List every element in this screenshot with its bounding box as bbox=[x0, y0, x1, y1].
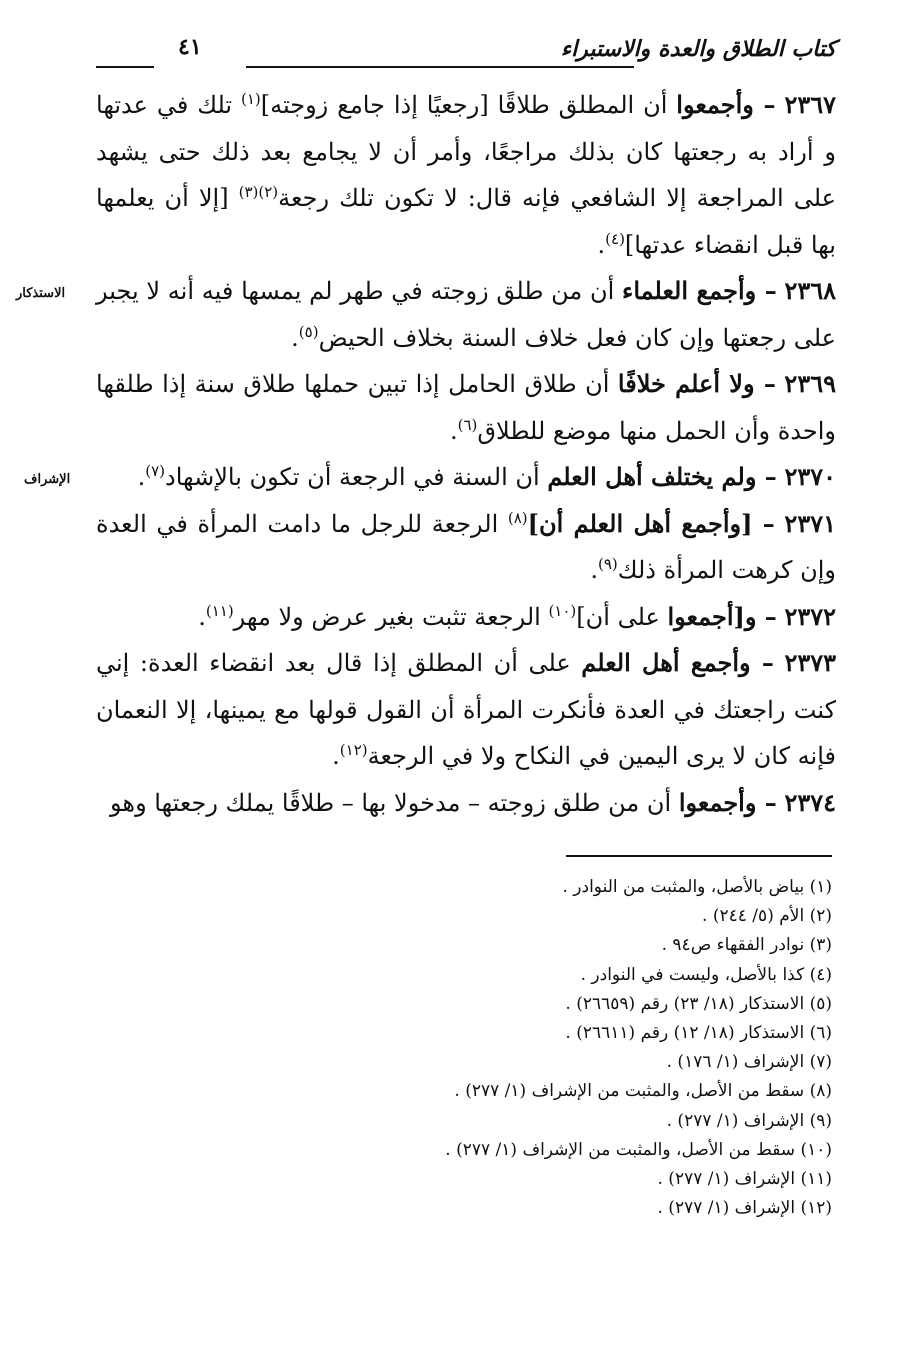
entry-lead: [وأجمع أهل العلم أن] bbox=[527, 508, 753, 538]
entry-number: ٢٣٧١ bbox=[784, 508, 836, 538]
header-rule-middle bbox=[246, 66, 634, 68]
footnote-item: (١١) الإشراف (١/ ٢٧٧) . bbox=[657, 1169, 832, 1190]
footnote-ref[interactable]: (١) bbox=[241, 90, 261, 108]
entry-text: على أن] bbox=[576, 602, 668, 631]
footnote-item: (٩) الإشراف (١/ ٢٧٧) . bbox=[666, 1110, 832, 1131]
margin-source-istidhkar: الاستذكار bbox=[16, 286, 66, 301]
entry-2370: ٢٣٧٠ – ولم يختلف أهل العلم أن السنة في الرجعة أن تكون بالإشهاد$^{(٧)}$. bbox=[137, 462, 836, 491]
footnote-item: (١٠) سقط من الأصل، والمثبت من الإشراف (١/ ٢٧٧) . bbox=[445, 1139, 832, 1160]
footnotes bbox=[300, 873, 832, 1223]
footnote-ref[interactable]: (١١) bbox=[205, 601, 234, 620]
margin-source-ishraf: الإشراف bbox=[24, 472, 71, 487]
entry-number: ٢٣٧٢ bbox=[784, 601, 836, 631]
entry-2371: ٢٣٧١ – [وأجمع أهل العلم أن]$^{(٨)}$ الرجعة للرجل ما دامت المرأة في العدة وإن كرهت المرأة ذلك$^{(٩)}$. bbox=[96, 508, 836, 584]
entry-lead: ولم يختلف أهل العلم bbox=[547, 462, 757, 491]
entry-2368: ٢٣٦٨ – وأجمع العلماء أن من طلق زوجته في طهر لم يمسها فيه أنه لا يجبر على رجعتها وإن كان فعل خلاف السنة بخلاف الحيض$^{(٥)}$. bbox=[96, 276, 836, 352]
footnote-ref[interactable]: (٧) bbox=[145, 462, 166, 480]
footnote-ref[interactable]: (٨) bbox=[507, 508, 528, 527]
entry-2373: ٢٣٧٣ – وأجمع أهل العلم على أن المطلق إذا قال بعد انقضاء العدة: إني كنت راجعتك في العدة فأنكرت المرأة أن القول قولها مع يمينها، إلا النعمان فإنه كان لا يرى اليمين في النكاح ولا في الرجعة$^{(١٢)}$. bbox=[96, 648, 836, 770]
entry-number: ٢٣٧٣ bbox=[784, 648, 836, 677]
footnote-item: (٦) الاستذكار (١٨/ ١٢) رقم (٢٦٦١١) . bbox=[565, 1023, 832, 1044]
entry-number: ٢٣٦٧ bbox=[784, 90, 836, 119]
entry-lead: وأجمع العلماء bbox=[622, 276, 757, 305]
entry-text: الرجعة للرجل ما دامت المرأة في العدة وإن كرهت المرأة ذلك bbox=[96, 509, 836, 584]
footnote-item: (٥) الاستذكار (١٨/ ٢٣) رقم (٢٦٦٥٩) . bbox=[565, 993, 832, 1014]
entry-2374: ٢٣٧٤ – وأجمعوا أن من طلق زوجته – مدخولا بها – طلاقًا يملك رجعتها وهو bbox=[110, 787, 836, 817]
book-title: كتاب الطلاق والعدة والاستبراء bbox=[560, 36, 836, 62]
entry-lead: ولا أعلم خلافًا bbox=[617, 369, 755, 398]
footnote-item: (٣) نوادر الفقهاء ص٩٤ . bbox=[661, 935, 832, 956]
footnote-ref[interactable]: (٤) bbox=[605, 229, 625, 248]
footnote-item: (٢) الأم (٥/ ٢٤٤) . bbox=[702, 906, 832, 927]
footnote-item: (٤) كذا بالأصل، وليست في النوادر . bbox=[580, 964, 832, 985]
entry-text: تلك في عدتها و أراد به رجعتها كان بذلك مراجعًا، وأمر أن لا يجامع بعد ذلك حتى يشهد على المراجعة إلا الشافعي فإنه قال: لا تكون تلك رجعة bbox=[96, 91, 836, 212]
entry-2369: ٢٣٦٩ – ولا أعلم خلافًا أن طلاق الحامل إذا تبين حملها طلاق سنة إذا طلقها واحدة وأن الحمل منها موضع للطلاق$^{(٦)}$. bbox=[96, 369, 836, 445]
entry-text: أن طلاق الحامل إذا تبين حملها طلاق سنة إذا طلقها واحدة وأن الحمل منها موضع للطلاق bbox=[96, 370, 836, 445]
entry-number: ٢٣٦٩ bbox=[784, 369, 836, 398]
main-text bbox=[96, 82, 836, 826]
entry-2367: ٢٣٦٧ – وأجمعوا أن المطلق طلاقًا [رجعيًا إذا جامع زوجته]$^{(١)}$ تلك في عدتها و أراد به رجعتها كان بذلك مراجعًا، وأمر أن لا يجامع بعد ذلك حتى يشهد على المراجعة إلا الشافعي فإنه قال: لا تكون تلك رجعة$^{(٢)(٣)}$ [إلا أن يعلمها بها قبل انقضاء عدتها]$^{(٤)}$. bbox=[96, 90, 836, 259]
page-number: ٤١ bbox=[178, 34, 202, 60]
entry-text: [إلا أن يعلمها بها قبل انقضاء عدتها] bbox=[96, 184, 836, 259]
entry-text: أن السنة في الرجعة أن تكون بالإشهاد bbox=[165, 463, 540, 491]
header-rule-left bbox=[96, 66, 154, 68]
footnote-item: (٨) سقط من الأصل، والمثبت من الإشراف (١/ ٢٧٧) . bbox=[454, 1081, 832, 1102]
footnote-ref[interactable]: (٦) bbox=[457, 415, 478, 434]
entry-lead: وأجمعوا bbox=[678, 787, 757, 817]
footnote-item: (١٢) الإشراف (١/ ٢٧٧) . bbox=[657, 1198, 832, 1219]
footnote-ref[interactable]: (٩) bbox=[597, 555, 618, 573]
entry-number: ٢٣٦٨ bbox=[784, 276, 836, 305]
footnote-ref[interactable]: (١٠) bbox=[548, 601, 577, 620]
footnote-item: (٧) الإشراف (١/ ١٧٦) . bbox=[666, 1052, 832, 1073]
running-header bbox=[96, 30, 836, 76]
entry-text: على أن المطلق إذا قال بعد انقضاء العدة: إني كنت راجعتك في العدة فأنكرت المرأة أن القول قولها مع يمينها، إلا النعمان فإنه كان لا يرى اليمين في النكاح ولا في الرجعة bbox=[96, 649, 836, 770]
footnote-item: (١) بياض بالأصل، والمثبت من النوادر . bbox=[562, 877, 832, 897]
entry-2372: ٢٣٧٢ – و[أجمعوا على أن]$^{(١٠)}$ الرجعة تثبت بغير عرض ولا مهر$^{(١١)}$. bbox=[198, 601, 836, 631]
entry-lead: وأجمع أهل العلم bbox=[581, 648, 751, 677]
entry-lead: وأجمعوا bbox=[676, 90, 754, 119]
footnote-ref[interactable]: (٢)(٣) bbox=[238, 183, 279, 201]
footnote-separator bbox=[566, 855, 832, 857]
entry-number: ٢٣٧٤ bbox=[784, 787, 836, 817]
entry-number: ٢٣٧٠ bbox=[784, 462, 836, 491]
entry-text: أن من طلق زوجته – مدخولا بها – طلاقًا يملك رجعتها وهو bbox=[110, 788, 672, 817]
entry-text: أن المطلق طلاقًا [رجعيًا إذا جامع زوجته] bbox=[260, 91, 668, 119]
footnote-ref[interactable]: (٥) bbox=[298, 322, 319, 341]
entry-text: الرجعة تثبت بغير عرض ولا مهر bbox=[233, 602, 549, 631]
entry-text: أن من طلق زوجته في طهر لم يمسها فيه أنه لا يجبر على رجعتها وإن كان فعل خلاف السنة بخلاف الحيض bbox=[96, 277, 836, 352]
entry-lead: و[أجمعوا bbox=[667, 601, 757, 631]
footnote-ref[interactable]: (١٢) bbox=[339, 741, 368, 759]
